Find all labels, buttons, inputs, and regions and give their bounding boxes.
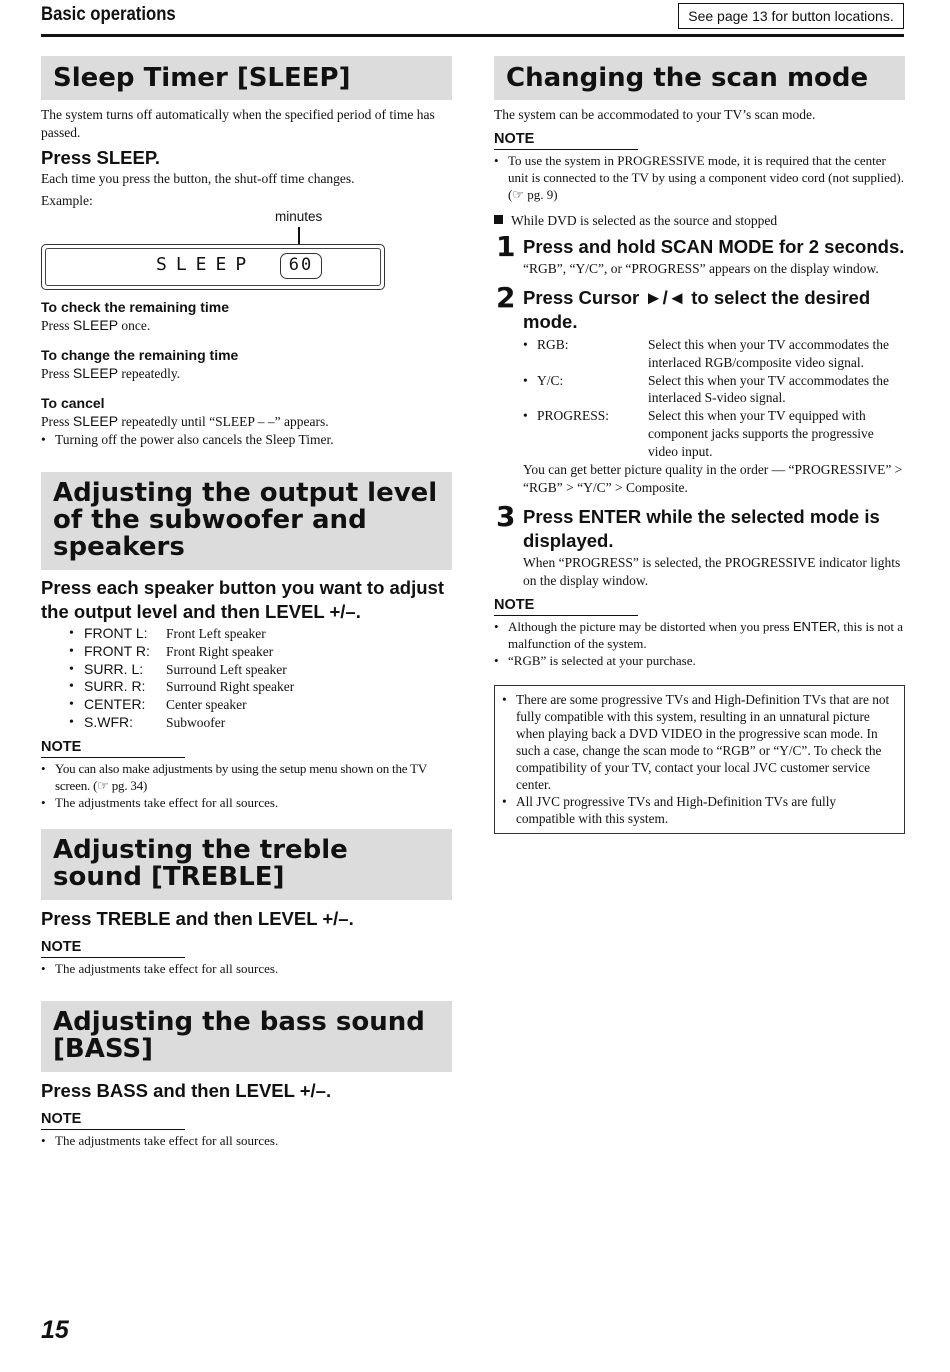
list-item: • Turning off the power also cancels the Sleep Timer. — [41, 431, 452, 448]
speaker-key: S.WFR: — [84, 713, 133, 730]
minutes-pointer-line — [298, 227, 300, 245]
sleep-each-press: Each time you press the button, the shut-off time changes. — [41, 171, 355, 186]
mode-description: Select this when your TV equipped with component jacks supports the progressive video input. — [648, 408, 874, 459]
change-remaining-title: To change the remaining time — [41, 347, 239, 363]
step-text: You can get better picture quality in the order — “PROGRESSIVE” > “RGB” > “Y/C” > Composite. — [523, 461, 903, 495]
page-number: 15 — [41, 1316, 69, 1344]
list-item: • All JVC progressive TVs and High-Definition TVs are fully compatible with this system. — [502, 793, 896, 827]
mode-description: Select this when your TV accommodates the interlaced RGB/composite video signal. — [648, 337, 889, 370]
scan-notes — [494, 152, 905, 203]
sleep-timer-heading: Sleep Timer [SLEEP] — [41, 56, 452, 100]
press-sleep-instruction: Press SLEEP. — [41, 147, 160, 168]
list-item: • To use the system in PROGRESSIVE mode, it is required that the center unit is connected to the TV by using a component video cord (not supplied). (☞ pg. 9) — [494, 152, 905, 203]
speaker-row — [41, 625, 452, 643]
square-bullet-icon — [494, 215, 503, 224]
sleep-button-ref: SLEEP — [72, 317, 119, 333]
step-title: Press ENTER while the selected mode is displayed. — [523, 505, 880, 551]
cancel-bullets — [41, 431, 452, 448]
step-title: Press and hold SCAN MODE for 2 seconds. — [523, 236, 905, 257]
bass-heading: Adjusting the bass sound [BASS] — [41, 1001, 452, 1072]
scan-notes-2 — [494, 618, 905, 669]
scan-note2-title: NOTE — [494, 596, 638, 616]
speaker-value: Front Left speaker — [166, 626, 266, 641]
bass-notes — [41, 1132, 452, 1149]
mode-row — [523, 407, 905, 460]
scan-step-3 — [494, 499, 905, 590]
mode-row — [523, 372, 905, 408]
minutes-label: minutes — [275, 209, 323, 224]
sleep-button-ref: SLEEP — [72, 365, 119, 381]
compatibility-notice-box — [494, 685, 905, 834]
scan-step-1 — [494, 230, 905, 278]
running-header: Basic operations — [41, 4, 176, 25]
output-notes — [41, 760, 452, 811]
scan-note-title: NOTE — [494, 130, 638, 150]
scan-condition: While DVD is selected as the source and stopped — [494, 212, 905, 230]
list-item: • There are some progressive TVs and High-Definition TVs that are not fully compatible with this system, resulting in an unnatural picture when playing back a DVD VIDEO in the progressive scan mode. In such a case, change the scan mode to “RGB” or “Y/C”. To check the compatibility of your TV, contact your local JVC customer service center. — [502, 691, 896, 793]
step-number: 1 — [496, 230, 516, 263]
treble-section — [41, 829, 452, 977]
sleep-intro: The system turns off automatically when the specified period of time has passed. — [41, 107, 435, 140]
display-window — [41, 244, 385, 290]
scan-step-2 — [494, 281, 905, 497]
scan-mode-heading: Changing the scan mode — [494, 56, 905, 100]
speaker-row — [41, 661, 452, 679]
step-number: 2 — [496, 281, 516, 314]
output-level-instruction: Press each speaker button you want to adjust the output level and then LEVEL +/–. — [41, 577, 444, 622]
list-item: • “RGB” is selected at your purchase. — [494, 652, 905, 669]
treble-heading: Adjusting the treble sound [TREBLE] — [41, 829, 452, 900]
mode-row — [523, 336, 905, 372]
display-sleep-text: SLEEP — [156, 254, 256, 275]
change-remaining-text: Press SLEEP repeatedly. — [41, 365, 181, 381]
bass-section — [41, 1001, 452, 1149]
button-location-reference: See page 13 for button locations. — [678, 3, 904, 29]
right-column — [494, 56, 905, 834]
speaker-value: Surround Left speaker — [166, 661, 287, 677]
display-sleep-value: 60 — [280, 253, 322, 279]
cancel-title: To cancel — [41, 395, 105, 411]
step-number: 3 — [496, 499, 516, 533]
mode-list — [523, 336, 905, 461]
mode-key: • Y/C: — [523, 372, 648, 408]
speaker-key: CENTER: — [84, 696, 146, 713]
sleep-timer-section — [41, 56, 452, 448]
cancel-text: Press SLEEP repeatedly until “SLEEP – –” appears. — [41, 413, 329, 429]
left-column — [41, 56, 452, 1149]
list-item: • The adjustments take effect for all sources. — [41, 1132, 452, 1149]
check-remaining-title: To check the remaining time — [41, 299, 230, 315]
speaker-key: FRONT L: — [84, 625, 148, 641]
list-item: • The adjustments take effect for all sources. — [41, 960, 452, 977]
treble-note-title: NOTE — [41, 938, 185, 958]
sleep-example-label: Example: — [41, 193, 93, 208]
treble-notes — [41, 960, 452, 977]
step-text: When “PROGRESS” is selected, the PROGRESSIVE indicator lights on the display window. — [523, 554, 901, 588]
output-level-heading: Adjusting the output level of the subwoofer and speakers — [41, 472, 452, 570]
step-text: “RGB”, “Y/C”, or “PROGRESS” appears on the display window. — [523, 261, 879, 276]
speaker-row — [41, 696, 452, 714]
speaker-key: SURR. L: — [84, 660, 144, 677]
header-rule — [41, 34, 904, 37]
bass-instruction: Press BASS and then LEVEL +/–. — [41, 1079, 332, 1101]
scan-intro: The system can be accommodated to your TV’s scan mode. — [494, 107, 816, 122]
list-item: • You can also make adjustments by using the setup menu shown on the TV screen. (☞ pg. 34) — [41, 760, 452, 794]
compatibility-notes — [502, 691, 896, 827]
speaker-value: Front Right speaker — [166, 643, 274, 659]
mode-key: • PROGRESS: — [523, 407, 648, 460]
speaker-list — [41, 625, 452, 732]
speaker-row — [41, 643, 452, 661]
sleep-button-ref: SLEEP — [72, 413, 119, 429]
output-note-title: NOTE — [41, 738, 185, 758]
speaker-row — [41, 714, 452, 732]
speaker-value: Surround Right speaker — [166, 679, 295, 695]
check-remaining-text: Press SLEEP once. — [41, 317, 151, 333]
speaker-row — [41, 678, 452, 696]
speaker-key: FRONT R: — [84, 642, 150, 659]
treble-instruction: Press TREBLE and then LEVEL +/–. — [41, 907, 354, 929]
sleep-display-illustration — [41, 208, 452, 304]
enter-button-ref: ENTER — [792, 618, 837, 634]
speaker-key: SURR. R: — [84, 678, 146, 695]
mode-key: • RGB: — [523, 336, 648, 372]
mode-description: Select this when your TV accommodates the interlaced S-video signal. — [648, 372, 889, 406]
list-item: • The adjustments take effect for all sources. — [41, 794, 452, 811]
step-title: Press Cursor ►/◄ to select the desired mode. — [523, 287, 871, 332]
bass-note-title: NOTE — [41, 1110, 185, 1130]
speaker-value: Subwoofer — [166, 714, 226, 730]
speaker-value: Center speaker — [166, 697, 247, 713]
scan-mode-section — [494, 56, 905, 834]
list-item: • Although the picture may be distorted when you press ENTER, this is not a malfunction of the system. — [494, 618, 905, 652]
output-level-section — [41, 472, 452, 811]
